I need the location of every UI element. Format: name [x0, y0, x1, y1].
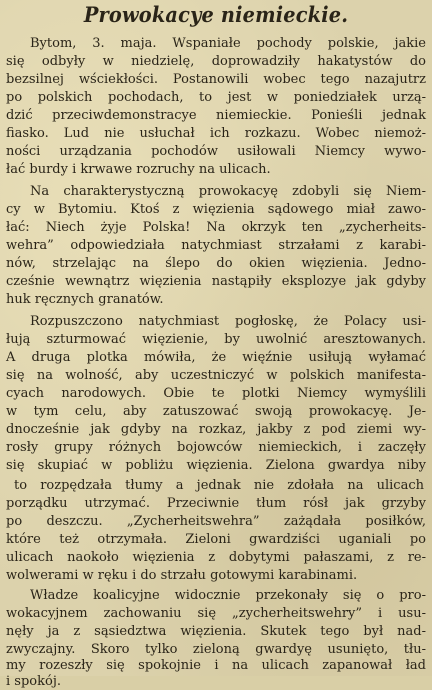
article-line: cześnie wewnątrz więzienia nastąpiły eksplozye jak gdyby — [6, 274, 426, 289]
article-line: wokacyjnem zachowaniu się „zycherheitswehry” i usu- — [6, 606, 426, 621]
article-line: A druga plotka mówiła, że więźnie usiłują wyłamać — [6, 350, 426, 365]
article-line: cy w Bytomiu. Ktoś z więzienia sądowego miał zawo- — [6, 202, 426, 217]
article-line: my rozeszły się spokojnie i na ulicach zapanował ład — [6, 658, 426, 673]
article-line: cyach narodowych. Obie te plotki Niemcy wymyślili — [6, 386, 426, 401]
article-line: ulicach naokoło więzienia z dobytymi pałaszami, z re- — [6, 550, 426, 565]
article-line: się skupiać w pobliżu więzienia. Zielona gwardya niby — [6, 458, 426, 473]
article-line: Na charakterystyczną prowokacyę zdobyli się Niem- — [30, 184, 426, 199]
article-line: łują szturmować więzienie, by uwolnić aresztowanych. — [6, 332, 426, 347]
article-line: dnocześnie jak gdyby na rozkaz, jakby z pod ziemi wy- — [6, 422, 426, 437]
article-line: fiasko. Lud nie usłuchał ich rozkazu. Wobec niemoż- — [6, 126, 426, 141]
article-line: zwyczajny. Skoro tylko zieloną gwardyę usunięto, tłu- — [6, 642, 426, 657]
article-line: się odbyły w niedzielę, doprowadziły hakatystów do — [6, 54, 426, 69]
article-line: i spokój. — [6, 674, 61, 689]
article-line: ności urządzania pochodów usiłowali Niemcy wywo- — [6, 144, 426, 159]
article-line: bezsilnej wściekłości. Postanowili wobec tego nazajutrz — [6, 72, 426, 87]
article-line: to rozpędzała tłumy a jednak nie zdołała na ulicach — [14, 478, 424, 493]
article-line: po deszczu. „Zycherheitswehra” zażądała posiłków, — [6, 514, 426, 529]
article-line: Władze koalicyjne widocznie przekonały się o pro- — [30, 588, 426, 603]
article-line: dzić przeciwdemonstracye niemieckie. Ponieśli jednak — [6, 108, 426, 123]
article-line: nęły ja z sąsiedztwa więzienia. Skutek tego był nad- — [6, 624, 426, 639]
article-body — [0, 36, 432, 689]
article-line: łać: Niech żyje Polska! Na okrzyk ten „zycherheits- — [6, 220, 426, 235]
article-line: porządku utrzymać. Przeciwnie tłum rósł jak grzyby — [6, 496, 426, 511]
article-line: huk ręcznych granatów. — [6, 292, 164, 307]
article-line: wolwerami w ręku i do strzału gotowymi karabinami. — [6, 568, 358, 583]
article-line: które też otrzymała. Zieloni gwardziści uganiali po — [6, 532, 426, 547]
article-line: się na wolność, aby uczestniczyć w polskich manifesta- — [6, 368, 426, 383]
article-line: łać burdy i krwawe rozruchy na ulicach. — [6, 162, 271, 177]
article-line: po polskich pochodach, to jest w poniedziałek urzą- — [6, 90, 426, 105]
article-line: wehra” odpowiedziała natychmiast strzałami z karabi- — [6, 238, 426, 253]
article-headline: Prowokacye niemieckie. — [83, 2, 349, 27]
article-line: Bytom, 3. maja. Wspaniałe pochody polskie, jakie — [30, 36, 426, 51]
article-line: w tym celu, aby zatuszować swoją prowokacyę. Je- — [6, 404, 426, 419]
article-line: rosły grupy różnych bojowców niemieckich, i zaczęły — [6, 440, 426, 455]
article-line: nów, strzelając na ślepo do okien więzienia. Jedno- — [6, 256, 426, 271]
article-line: Rozpuszczono natychmiast pogłoskę, że Polacy usi- — [30, 314, 426, 329]
